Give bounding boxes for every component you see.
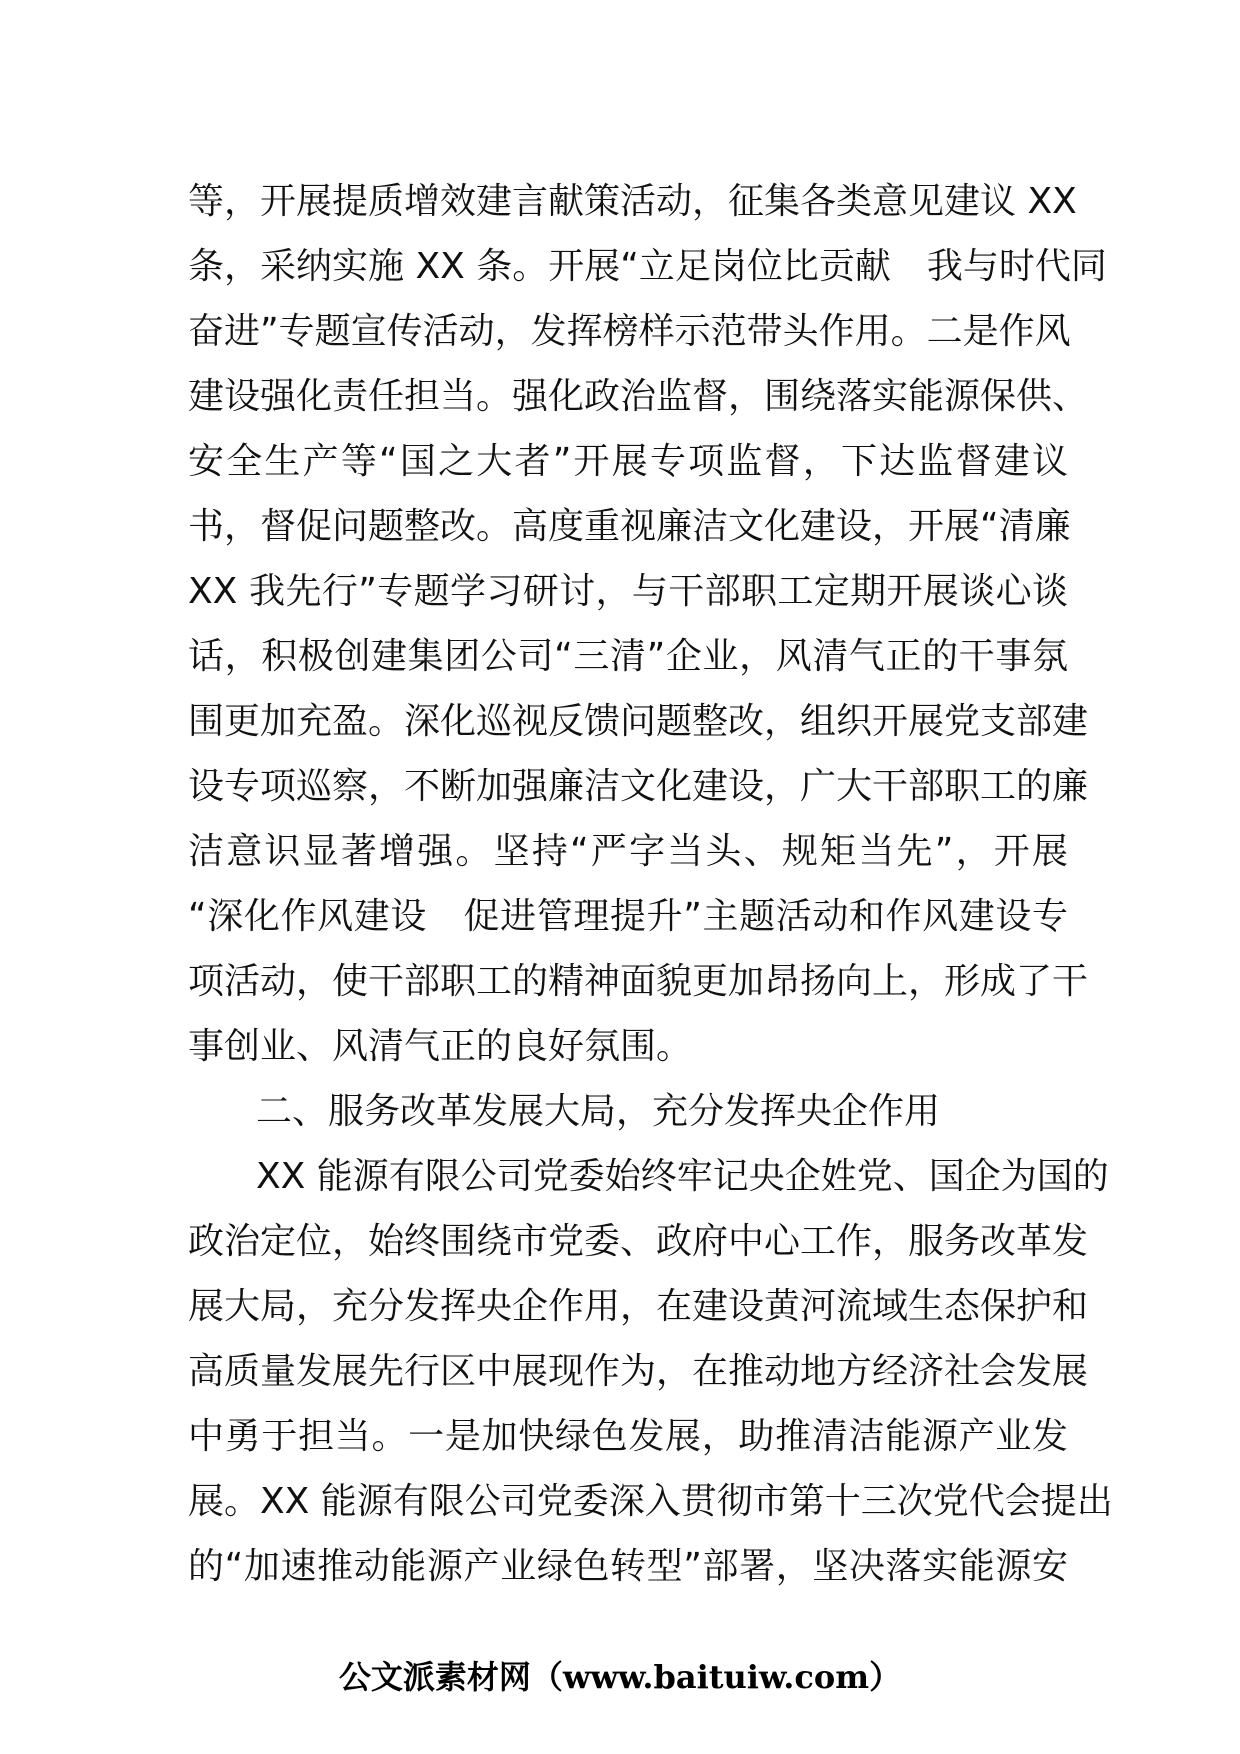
text-line: 围更加充盈。深化巡视反馈问题整改，组织开展党支部建 — [188, 701, 1089, 742]
text-line: 项活动，使干部职工的精神面貌更加昂扬向上，形成了干 — [188, 961, 1089, 1002]
text-line: 洁意识显著增强。坚持“严字当头、规矩当先”，开展 — [188, 831, 1068, 872]
text-line: 事创业、风清气正的良好氛围。 — [188, 1026, 693, 1067]
text-line: 书，督促问题整改。高度重视廉洁文化建设，开展“清廉 — [188, 506, 1071, 547]
text-line: 的“加速推动能源产业绿色转型”部署，坚决落实能源安 — [188, 1546, 1068, 1587]
text-line: 安全生产等“国之大者”开展专项监督，下达监督建议 — [188, 441, 1068, 482]
text-line: 条，采纳实施 XX 条。开展“立足岗位比贡献 我与时代同 — [188, 246, 1107, 287]
text-line: 等，开展提质增效建言献策活动，征集各类意见建议 XX — [188, 181, 1077, 222]
text-line: 高质量发展先行区中展现作为，在推动地方经济社会发展 — [188, 1351, 1089, 1392]
document-body — [188, 169, 1113, 1599]
text-line: “深化作风建设 促进管理提升”主题活动和作风建设专 — [188, 896, 1068, 937]
section-heading: 二、服务改革发展大局，充分发挥央企作用 — [256, 1091, 941, 1132]
text-line: 奋进”专题宣传活动，发挥榜样示范带头作用。二是作风 — [188, 311, 1071, 352]
text-line: 展。XX 能源有限公司党委深入贯彻市第十三次党代会提出 — [188, 1481, 1113, 1522]
text-line: XX 能源有限公司党委始终牢记央企姓党、国企为国的 — [256, 1156, 1109, 1197]
text-line: 设专项巡察，不断加强廉洁文化建设，广大干部职工的廉 — [188, 766, 1089, 807]
text-line: 话，积极创建集团公司“三清”企业，风清气正的干事氛 — [188, 636, 1068, 677]
text-line: 政治定位，始终围绕市党委、政府中心工作，服务改革发 — [188, 1221, 1089, 1262]
text-line: 中勇于担当。一是加快绿色发展，助推清洁能源产业发 — [188, 1416, 1068, 1457]
text-line: 展大局，充分发挥央企作用，在建设黄河流域生态保护和 — [188, 1286, 1089, 1327]
text-line: XX 我先行”专题学习研讨，与干部职工定期开展谈心谈 — [188, 571, 1068, 612]
footer-watermark: 公文派素材网（www.baituiw.com） — [338, 1658, 902, 1696]
text-line: 建设强化责任担当。强化政治监督，围绕落实能源保供、 — [188, 376, 1089, 417]
